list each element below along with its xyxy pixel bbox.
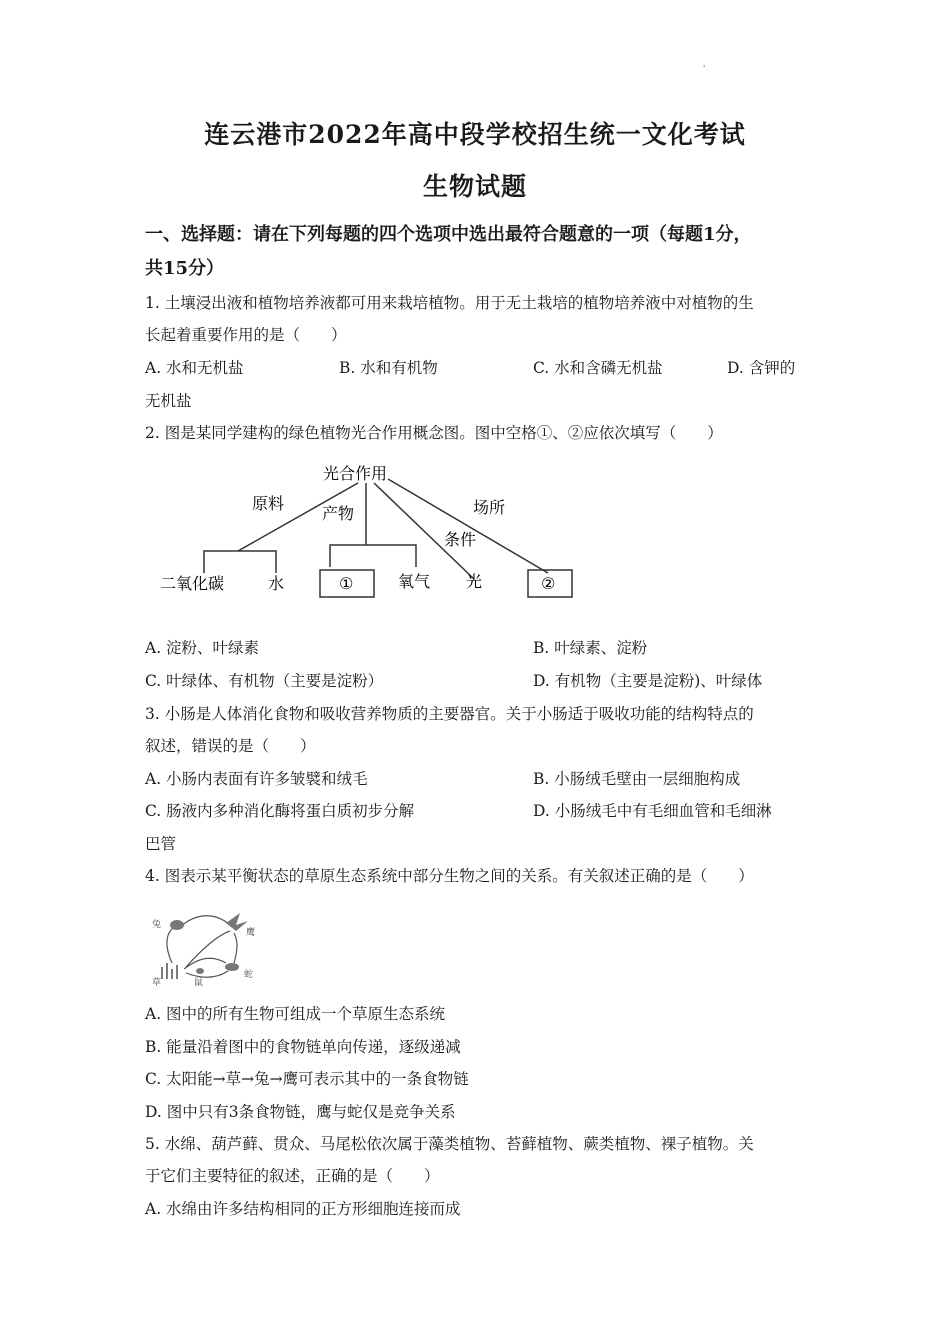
q3-option-d: D. 小肠绒毛中有毛细血管和毛细淋	[533, 802, 772, 820]
concept-blank-2: ②	[541, 574, 556, 593]
section-heading-line1: 一、选择题：请在下列每题的四个选项中选出最符合题意的一项（每题1分，	[145, 224, 752, 245]
q5-stem-line1: 5. 水绵、葫芦藓、贯众、马尾松依次属于藻类植物、苔藓植物、蕨类植物、裸子植物。关	[145, 1135, 754, 1153]
q2-option-a: A. 淀粉、叶绿素	[145, 639, 260, 657]
q5-option-a: A. 水绵由许多结构相同的正方形细胞连接而成	[145, 1200, 461, 1218]
q5-stem-line2: 于它们主要特征的叙述，正确的是（ ）	[145, 1167, 440, 1185]
q4-stem: 4. 图表示某平衡状态的草原生态系统中部分生物之间的关系。有关叙述正确的是（ ）	[145, 867, 754, 885]
q2-stem: 2. 图是某同学建构的绿色植物光合作用概念图。图中空格①、②应依次填写（ ）	[145, 424, 723, 442]
q1-stem-line2: 长起着重要作用的是（ ）	[145, 326, 347, 344]
q1-option-c: C. 水和含磷无机盐	[533, 359, 663, 377]
q2-option-c: C. 叶绿体、有机物（主要是淀粉）	[145, 672, 384, 690]
q3-stem-line2: 叙述，错误的是（ ）	[145, 737, 316, 755]
concept-co2: 二氧化碳	[160, 574, 225, 593]
q3-option-b: B. 小肠绒毛壁由一层细胞构成	[533, 770, 741, 788]
q1-option-a: A. 水和无机盐	[145, 359, 244, 377]
food-web-hawk: 鹰	[246, 928, 256, 938]
food-web-grass: 草	[152, 978, 162, 987]
concept-blank-1: ①	[339, 574, 354, 593]
section-heading-line2: 共15分）	[145, 258, 225, 279]
q4-option-a: A. 图中的所有生物可组成一个草原生态系统	[145, 1005, 446, 1023]
q1-option-d-cont: 无机盐	[145, 392, 192, 410]
q1-option-d: D. 含钾的	[727, 359, 796, 377]
q3-option-d-cont: 巴管	[145, 835, 177, 853]
food-web-snake: 蛇	[244, 970, 254, 980]
q3-option-c: C. 肠液内多种消化酶将蛋白质初步分解	[145, 802, 415, 820]
hawk-icon	[226, 913, 248, 931]
exam-subtitle: 生物试题	[422, 172, 527, 201]
concept-place: 场所	[473, 498, 506, 517]
photosynthesis-concept-map	[150, 455, 590, 605]
concept-oxygen: 氧气	[398, 572, 431, 591]
mouse-icon	[196, 968, 204, 974]
exam-title: 连云港市2022年高中段学校招生统一文化考试	[204, 120, 746, 149]
snake-icon	[225, 963, 239, 971]
q2-option-b: B. 叶绿素、淀粉	[533, 639, 648, 657]
concept-root-photosynthesis: 光合作用	[323, 464, 388, 483]
concept-light: 光	[466, 572, 483, 591]
rabbit-icon	[170, 920, 184, 930]
q4-option-c: C. 太阳能→草→兔→鹰可表示其中的一条食物链	[145, 1070, 469, 1088]
concept-water: 水	[268, 574, 285, 593]
food-web-diagram	[150, 905, 260, 987]
q2-option-d: D. 有机物（主要是淀粉)、叶绿体	[533, 672, 763, 690]
concept-products: 产物	[322, 504, 355, 523]
concept-raw-materials: 原料	[252, 494, 285, 513]
q4-option-d: D. 图中只有3条食物链，鹰与蛇仅是竞争关系	[145, 1103, 456, 1121]
q3-option-a: A. 小肠内表面有许多皱襞和绒毛	[145, 770, 368, 788]
q1-stem-line1: 1. 土壤浸出液和植物培养液都可用来栽培植物。用于无土栽培的植物培养液中对植物的生	[145, 294, 754, 312]
concept-conditions: 条件	[444, 530, 477, 549]
food-web-rabbit: 兔	[152, 920, 162, 930]
scan-mark: '	[703, 64, 706, 73]
q4-option-b: B. 能量沿着图中的食物链单向传递，逐级递减	[145, 1038, 461, 1056]
q3-stem-line1: 3. 小肠是人体消化食物和吸收营养物质的主要器官。关于小肠适于吸收功能的结构特点的	[145, 705, 754, 723]
food-web-mouse: 鼠	[194, 978, 204, 987]
q1-option-b: B. 水和有机物	[339, 359, 438, 377]
